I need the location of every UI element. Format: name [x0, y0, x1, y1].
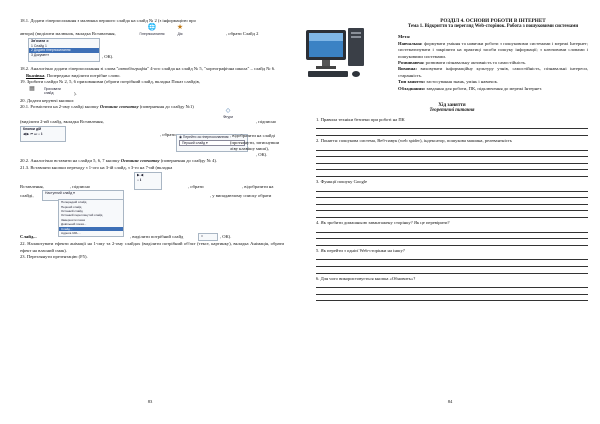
page-number: 84	[447, 399, 453, 404]
action-btn-row[interactable]: ⌂ ℹ	[137, 177, 142, 182]
answer-line[interactable]	[316, 164, 588, 171]
answer-line[interactable]	[316, 129, 588, 136]
hide-slide-label-box	[42, 87, 70, 96]
text: 19. Зробити слайди № 2, 5, 6 прихованими (обрати потрібний слайд, вкладка Показ слайдів,	[20, 79, 200, 85]
radio-goto[interactable]: ◉ Перейти за гіперпосиланням:	[179, 135, 230, 140]
row-21-3b	[20, 191, 284, 236]
text: (повернення до слайду №1)	[138, 104, 194, 110]
text: формувати уміння та навички роботи з пошуковими системами і мережі Інтернет; систематизувати і закріпити на практиці засоби пошуку інформації; з ключовими словами і пошуковими системами.	[398, 40, 588, 59]
shapes-label: Фігури	[222, 115, 233, 120]
text: слайді,	[20, 193, 34, 199]
text: , підписно	[256, 119, 277, 125]
dropdown-option[interactable]: Останній переглянутий слайд	[61, 213, 103, 218]
dropdown-option[interactable]: Попередній слайд	[61, 200, 87, 205]
answer-line[interactable]	[316, 211, 588, 218]
theory-header: Теоретичні питання	[429, 108, 475, 114]
computer-illustration	[304, 24, 376, 88]
answer-line[interactable]	[316, 288, 588, 295]
text: 20.1. Розмістити на 2-ому слайді кнопку	[20, 104, 100, 110]
label: Виховна:	[398, 66, 417, 72]
row-19	[20, 86, 284, 98]
action-buttons-panel	[20, 126, 66, 142]
text: 20.2. Аналогічно вставити на слайди 5, 6, 7 кнопку	[20, 158, 121, 164]
page-84	[300, 0, 600, 424]
dropdown-value: Перший слайд	[182, 140, 206, 145]
dropdown-option[interactable]: Останній слайд	[61, 209, 83, 214]
globe-link-icon: 🌐	[147, 24, 157, 32]
action-buttons-panel-2	[134, 172, 162, 190]
answer-line[interactable]	[316, 226, 588, 233]
slide-dropdown[interactable]: Наступний слайд ▾	[42, 190, 124, 201]
dropdown-list	[58, 199, 124, 237]
text: 20. Додати керуючі кнопки:	[20, 97, 75, 103]
text: Слайд...	[20, 234, 37, 240]
star-action-icon: ★	[176, 24, 184, 32]
action-btn-next[interactable]: ▶ ◀	[137, 173, 144, 178]
answer-line[interactable]	[316, 192, 588, 199]
question-3: 3. Функції пошуку Google	[316, 179, 368, 185]
hyperlink-label: Гіперпосилання	[139, 32, 165, 37]
answer-line[interactable]	[316, 157, 588, 164]
question-6: 6. Для чого використовується кнопка «Обновить»?	[316, 275, 416, 281]
row-menu	[20, 39, 284, 64]
text: , обрати	[160, 132, 176, 138]
text: , обрати	[188, 184, 204, 190]
question-1: 1. Правила техніки безпеки при роботі на ПК	[316, 116, 405, 122]
action-buttons-label: Кнопки дій	[23, 127, 42, 132]
text: Вставлення,	[20, 184, 44, 190]
answer-line[interactable]	[316, 144, 588, 151]
row-20-1b	[20, 126, 284, 152]
para-23	[20, 254, 284, 260]
text: розвивати пізнавальну активність та самостійність.	[424, 60, 527, 66]
goal-header: Мета:	[398, 34, 411, 40]
text: 18.2. Аналогічно додати гіперпосилання зі слова "	[20, 66, 119, 72]
text: , ОК).	[102, 54, 114, 60]
page-number: 83	[147, 399, 153, 404]
shapes-icon-shot	[216, 108, 238, 120]
text: автобіографія	[118, 66, 148, 72]
row-21-3c	[20, 233, 284, 241]
row-ok	[20, 152, 284, 158]
answer-line[interactable]	[316, 123, 588, 130]
shapes-icon: ◇	[225, 108, 231, 115]
text: , у випадаючому списку обрати	[210, 193, 272, 199]
text: , обрати Слайд 2	[226, 31, 259, 37]
hide-slide-shot	[22, 86, 40, 98]
dropdown-option[interactable]: Адреса URL...	[61, 231, 81, 236]
text: (виділити 2-ий слайд, вкладка Вставлення,	[20, 119, 104, 125]
label: Розвиваюча:	[398, 60, 425, 66]
text: 22. Налаштувати ефекти анімації на 1-ому та 2-ому слайдах (виділити потрібний об'єкт (текст, картинку), вкладка Анімація, обрати ефект на власний смак).	[20, 241, 284, 253]
topic-block	[398, 18, 588, 92]
section-title: РОЗДІЛ 4. ОСНОВИ РОБОТИ В ІНТЕРНЕТ	[440, 18, 546, 24]
text: , відобразити на слайді (протягнути, затиснувши ліву клавішу миші),	[230, 133, 280, 152]
text: Вказівка	[26, 72, 45, 78]
action-label: Дія	[177, 32, 183, 37]
answer-line[interactable]	[316, 254, 588, 261]
menu-item[interactable]: 3 Документ	[31, 52, 49, 57]
text: , ОК).	[256, 152, 268, 158]
text: 21.3. Вставляти кнопки переходу з 1-ого на 3-ій слайд, з 3-го на 7-ий (вкладка	[20, 164, 173, 170]
progress-header: Хід заняття	[438, 102, 466, 109]
radio-label: Перейти за гіперпосиланням:	[182, 135, 230, 140]
link-to-menu	[28, 38, 100, 62]
dropdown-value: Наступний слайд	[45, 191, 73, 196]
text: " 4-ого слайда на слайд № 5, "хореографічна школа" – слайд № 6.	[147, 66, 276, 72]
text: , ОК).	[220, 234, 232, 240]
hide-slide-icon: ▦	[29, 85, 35, 92]
topic-title: Тема 1. Відкриття та перегляд Web-сторінок. Робота з пошуковими системами	[407, 24, 579, 30]
label: Тип заняття:	[398, 79, 426, 85]
menu-header: Зв'язати з:	[31, 39, 50, 44]
hyperlink-icon-shot	[136, 24, 166, 36]
answer-line[interactable]	[316, 260, 588, 267]
menu-item[interactable]: 1 Слайд 1	[31, 43, 47, 48]
answer-line[interactable]	[316, 185, 588, 192]
text: ).	[74, 90, 77, 96]
text: виховувати інформаційну культуру учнів, самостійність, пізнавальні інтереси, старанність.	[398, 66, 588, 78]
text: , підписно	[70, 184, 91, 190]
label: Навчальна:	[398, 40, 423, 46]
text: 23. Переглянути презентацію (F5).	[20, 254, 88, 260]
slide-thumb[interactable]: □	[198, 233, 218, 241]
answer-line[interactable]	[316, 198, 588, 205]
answer-line[interactable]	[316, 170, 588, 177]
answer-line[interactable]	[316, 205, 588, 212]
answer-line[interactable]	[316, 267, 588, 274]
question-4: 4. Як зробити домашньою завантажену сторінку? Як це перевірити?	[316, 220, 450, 225]
question-5: 5. Як перейти з однієї Web-сторінки на іншу?	[316, 247, 405, 253]
text: застосування знань, умінь і навичок.	[425, 79, 498, 85]
answer-line[interactable]	[316, 151, 588, 158]
label: Обладнання:	[398, 85, 426, 91]
text: Останнє спочатку	[120, 158, 160, 164]
dropdown-option[interactable]: Довільний показ...	[61, 222, 87, 227]
answer-line[interactable]	[316, 233, 588, 240]
dropdown-option[interactable]: Завершити показ	[61, 217, 86, 222]
text: завдання для роботи, ПК, підключення до мережі Інтернет.	[425, 85, 543, 91]
row-20-1	[20, 110, 284, 126]
answer-line[interactable]	[316, 239, 588, 246]
action-buttons-row[interactable]: ◀ ▶ ⏮ ⏭ ⌂ ℹ	[23, 131, 43, 136]
text: автора) (виділити малюнок, вкладка Вставлення,	[20, 31, 116, 37]
text: Останнє спочатку	[99, 104, 139, 110]
hide-slide-label: Приховати слайд	[44, 86, 61, 96]
answer-line[interactable]	[316, 295, 588, 302]
text: 18.1. Додати гіперпосилання з малюнка першого слайда на слайд № 2 (з інформацією про	[20, 18, 196, 23]
text: , відобразити на	[242, 184, 274, 190]
dropdown-option[interactable]: Перший слайд	[61, 204, 82, 209]
text: . Попередньо виділити потрібне слово.	[44, 72, 121, 78]
text: (повернення до слайду № 4).	[159, 158, 218, 164]
text: , виділити потрібний слайд	[130, 234, 184, 240]
para-22	[20, 241, 284, 254]
question-2: 2. Поняття: пошукова система, Веб-павук (web spider), індексатор, пошукова машина, релевантність	[316, 138, 512, 144]
menu-item[interactable]: 2 Додати гіперпосилання	[29, 48, 99, 52]
action-icon-shot	[170, 24, 188, 36]
answer-line[interactable]	[316, 282, 588, 289]
dropdown-option[interactable]: Слайд...	[59, 227, 123, 231]
dropdown-first-slide[interactable]: Перший слайд ▾	[179, 140, 245, 146]
